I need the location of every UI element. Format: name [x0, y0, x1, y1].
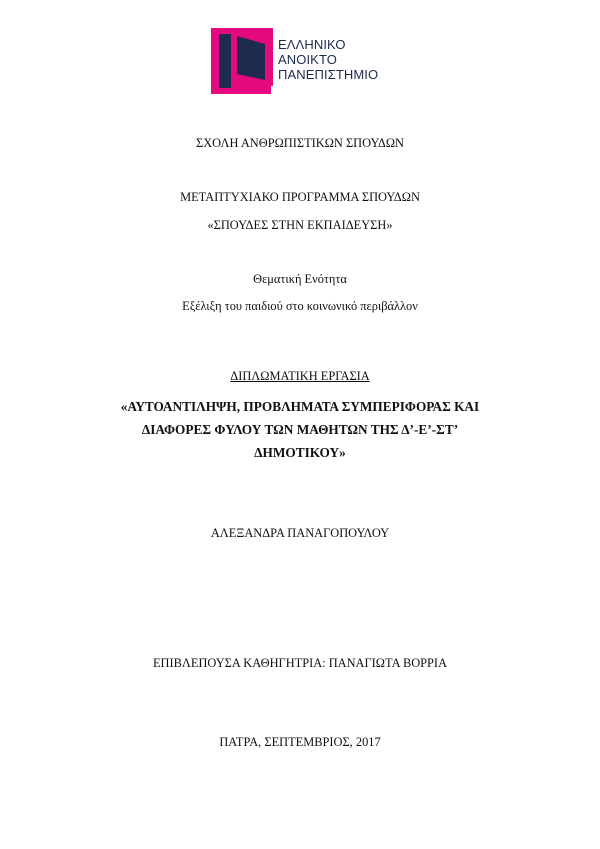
program-name: ΜΕΤΑΠΤΥΧΙΑΚΟ ΠΡΟΓΡΑΜΜΑ ΣΠΟΥΔΩΝ: [180, 190, 420, 204]
university-logo: [209, 24, 399, 96]
thesis-title-line-2: ΔΙΑΦΟΡΕΣ ΦΥΛΟΥ ΤΩΝ ΜΑΘΗΤΩΝ ΤΗΣ Δ’-Ε’-ΣΤ’: [141, 422, 459, 437]
thesis-type: ΔΙΠΛΩΜΑΤΙΚΗ ΕΡΓΑΣΙΑ: [230, 369, 370, 383]
school-name: ΣΧΟΛΗ ΑΝΘΡΩΠΙΣΤΙΚΩΝ ΣΠΟΥΔΩΝ: [195, 136, 404, 150]
module-label: Θεματική Ενότητα: [253, 272, 347, 286]
program-title: «ΣΠΟΥΔΕΣ ΣΤΗΝ ΕΚΠΑΙΔΕΥΣΗ»: [207, 218, 393, 232]
university-emblem-icon: [209, 24, 275, 96]
logo-line-3: ΠΑΝΕΠΙΣΤΗΜΙΟ: [278, 67, 379, 82]
logo-line-1: ΕΛΛΗΝΙΚΟ: [278, 37, 346, 52]
logo-wordmark: [278, 37, 378, 82]
thesis-title-line-1: «ΑΥΤΟΑΝΤΙΛΗΨΗ, ΠΡΟΒΛΗΜΑΤΑ ΣΥΜΠΕΡΙΦΟΡΑΣ ΚΑΙ: [120, 399, 480, 414]
author-name: ΑΛΕΞΑΝΔΡΑ ΠΑΝΑΓΟΠΟΥΛΟΥ: [210, 526, 390, 540]
place-date: ΠΑΤΡΑ, ΣΕΠΤΕΜΒΡΙΟΣ, 2017: [219, 735, 381, 749]
supervisor: ΕΠΙΒΛΕΠΟΥΣΑ ΚΑΘΗΓΗΤΡΙΑ: ΠΑΝΑΓΙΩΤΑ ΒΟΡΡΙΑ: [152, 656, 448, 670]
module-name: Εξέλιξη του παιδιού στο κοινωνικό περιβάλλον: [182, 299, 418, 313]
logo-line-2: ΑΝΟΙΚΤΟ: [278, 52, 337, 67]
thesis-title-line-3: ΔΗΜΟΤΙΚΟΥ»: [254, 445, 346, 460]
